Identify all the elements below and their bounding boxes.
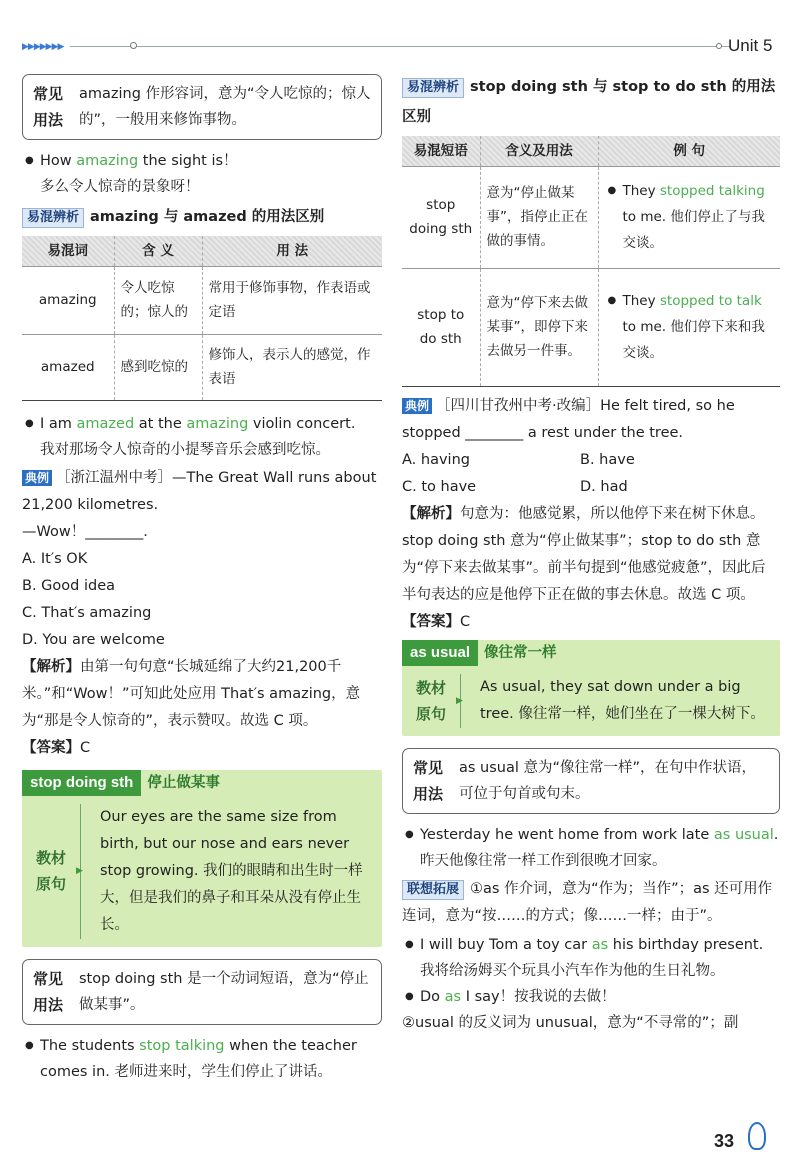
phrase-keyword: stop doing sth xyxy=(22,770,141,796)
table-header: 含义及用法 xyxy=(480,136,598,166)
usage-text: amazing 作形容词，意为“令人吃惊的；惊人的”，一般用来修饰事物。 xyxy=(79,86,371,128)
table-cell: 意为“停下来去做某事”，即停下来去做另一件事。 xyxy=(480,268,598,386)
tag-confusion: 易混辨析 xyxy=(402,78,464,98)
table-cell: stop to do sth xyxy=(402,268,480,386)
usage-label: 常见用法 xyxy=(413,758,444,803)
example-sentence xyxy=(402,822,780,874)
lightbulb-icon xyxy=(748,1122,766,1150)
answer-label: 【答案】 xyxy=(22,739,80,756)
table-cell: 常用于修饰事物，作表语或定语 xyxy=(202,266,382,334)
example-text: Yesterday he went home from work late xyxy=(420,826,714,843)
table-cell: 修饰人，表示人的感觉，作表语 xyxy=(202,334,382,400)
usage-text: stop doing sth 是一个动词短语，意为“停止做某事”。 xyxy=(79,970,369,1013)
unit-title: Unit 5 xyxy=(728,36,773,55)
question-stem: ［四川甘孜州中考·改编］He felt tired, so he stopped ________ a rest under the tree. xyxy=(402,397,735,441)
example-translation: 我对那场令人惊奇的小提琴音乐会感到吃惊。 xyxy=(40,441,330,458)
example-text: Do xyxy=(420,988,445,1005)
textbook-label: 教材原句 xyxy=(416,678,447,723)
table-cell: 感到吃惊的 xyxy=(114,334,202,400)
example-text: at the xyxy=(134,415,187,432)
table-header-row xyxy=(402,136,780,166)
table-cell: 意为“停止做某事”，指停止正在做的事情。 xyxy=(480,166,598,268)
example-text: They xyxy=(622,183,660,199)
table-cell xyxy=(598,166,780,268)
header-arrows: ▶▶▶▶▶▶▶ xyxy=(22,42,64,52)
analysis-label: 【解析】 xyxy=(402,505,460,522)
option-row xyxy=(402,474,780,501)
table-header: 例 句 xyxy=(598,136,780,166)
example-highlight: amazed xyxy=(76,415,135,432)
analysis xyxy=(22,654,382,735)
table-row xyxy=(22,334,382,400)
example-text: I am xyxy=(40,415,77,432)
answer-label: 【答案】 xyxy=(402,613,460,630)
table-cell: amazed xyxy=(22,334,114,400)
section-title: stop doing sth 与 stop to do sth 的用法区别 xyxy=(402,79,776,125)
analysis xyxy=(402,501,780,609)
table-header: 易混短语 xyxy=(402,136,480,166)
tag-confusion: 易混辨析 xyxy=(22,208,84,228)
example-text: How xyxy=(40,153,77,169)
question-stem-2: —Wow！________. xyxy=(22,523,148,540)
arrow-marker-icon xyxy=(80,804,94,939)
example-translation: 多么令人惊奇的景象呀！ xyxy=(40,179,200,195)
arrow-marker-icon xyxy=(460,674,474,728)
example-text: They xyxy=(622,293,660,309)
example-highlight: stopped talking xyxy=(659,183,765,199)
header-dot-left xyxy=(130,42,137,49)
example-translation: 我将给汤姆买个玩具小汽车作为他的生日礼物。 xyxy=(420,962,725,979)
analysis-text: 句意为：他感觉累，所以他停下来在树下休息。stop doing sth 意为“停止做某事”；stop to do sth 意为“停下来去做某事”。前半句提到“他感觉疲惫”，因此后半句表达的应是他停下正在做的事去休息。故选 C 项。 xyxy=(402,505,766,603)
textbook-sentence: Our eyes are the same size from birth, but our nose and ears never stop growing. 我们的眼睛和出生时一样大，但是我们的鼻子和耳朵从没有停止生长。 xyxy=(100,808,363,933)
table-cell: 令人吃惊的；惊人的 xyxy=(114,266,202,334)
table-header: 易混词 xyxy=(22,236,114,266)
question-block xyxy=(402,393,780,636)
example-highlight: as xyxy=(591,936,609,953)
answer-value: C xyxy=(460,613,471,630)
confusion-heading xyxy=(22,204,382,230)
option: A. It′s OK xyxy=(22,550,88,567)
example-text: to me. 他们停止了与我交谈。 xyxy=(622,209,765,251)
tag-example: 典例 xyxy=(22,470,52,486)
left-column xyxy=(22,70,382,1085)
table-header: 用 法 xyxy=(202,236,382,266)
example-text: I will buy Tom a toy car xyxy=(420,936,592,953)
tag-example: 典例 xyxy=(402,398,432,414)
question-block xyxy=(22,465,382,762)
option: B. have xyxy=(580,451,635,468)
usage-text: as usual 意为“像往常一样”，在句中作状语，可位于句首或句末。 xyxy=(459,759,757,802)
comparison-table-amazing xyxy=(22,236,382,401)
phrase-card-stop-doing xyxy=(22,770,382,947)
header-rule xyxy=(70,46,730,47)
example-highlight: amazing xyxy=(186,415,249,432)
usage-box-as-usual xyxy=(402,748,780,814)
usage-label: 常见用法 xyxy=(33,969,64,1014)
analysis-label: 【解析】 xyxy=(22,658,80,675)
option: A. having xyxy=(402,451,470,468)
table-row xyxy=(402,268,780,386)
note-text: ②usual 的反义词为 unusual，意为“不寻常的”；副 xyxy=(402,1014,739,1031)
usage-box-stop-doing xyxy=(22,959,382,1025)
option-row xyxy=(402,447,780,474)
option: C. to have xyxy=(402,478,477,495)
comparison-table-stop xyxy=(402,136,780,387)
table-header-row xyxy=(22,236,382,266)
answer xyxy=(402,609,780,636)
answer-value: C xyxy=(80,739,91,756)
example-sentence xyxy=(22,411,382,463)
phrase-meaning: 像往常一样 xyxy=(484,644,557,661)
table-cell: stop doing sth xyxy=(402,166,480,268)
example-highlight: stop talking xyxy=(139,1037,225,1054)
analysis-text: 由第一句句意“长城延绵了大约21,200千米。”和“Wow！”可知此处应用 That′s amazing，意为“那是令人惊奇的”，表示赞叹。故选 C 项。 xyxy=(22,658,361,729)
phrase-keyword: as usual xyxy=(402,640,478,666)
example-sentence xyxy=(22,148,382,200)
example-text: I say！按我说的去做！ xyxy=(461,988,616,1005)
example-sentence xyxy=(402,932,780,984)
table-cell xyxy=(598,268,780,386)
example-text: when the teacher comes in. 老师进来时，学生们停止了讲话。 xyxy=(40,1037,357,1080)
phrase-card-as-usual xyxy=(402,640,780,736)
section-title: amazing 与 amazed 的用法区别 xyxy=(90,209,325,225)
option: C. That′s amazing xyxy=(22,604,152,621)
right-column xyxy=(402,70,780,1037)
question-stem: ［浙江温州中考］—The Great Wall runs about 21,200 kilometres. xyxy=(22,469,377,513)
extension-text: ①as 作介词，意为“作为；当作”；as 还可用作连词，意为“按……的方式；像……一样；由于”。 xyxy=(402,880,773,924)
example-text: The students xyxy=(40,1037,140,1054)
example-text: . 昨天他像往常一样工作到很晚才回家。 xyxy=(420,826,779,869)
textbook-sentence: As usual, they sat down under a big tree. 像往常一样，她们坐在了一棵大树下。 xyxy=(480,678,765,722)
example-text: his birthday present. xyxy=(608,936,764,953)
confusion-heading xyxy=(402,72,780,132)
extension-block xyxy=(402,876,780,930)
option: D. You are welcome xyxy=(22,631,165,648)
table-cell: amazing xyxy=(22,266,114,334)
example-highlight: amazing xyxy=(76,153,139,169)
tag-extension: 联想拓展 xyxy=(402,880,464,900)
example-text: to me. 他们停下来和我交谈。 xyxy=(622,319,765,361)
table-header: 含 义 xyxy=(114,236,202,266)
example-sentence xyxy=(22,1033,382,1085)
usage-label: 常见用法 xyxy=(33,85,64,129)
example-text: violin concert. xyxy=(248,415,356,432)
textbook-label: 教材原句 xyxy=(36,849,67,893)
option: D. had xyxy=(580,478,628,495)
option: B. Good idea xyxy=(22,577,115,594)
example-highlight: stopped to talk xyxy=(659,293,762,309)
usage-box-amazing xyxy=(22,74,382,140)
page-number: 33 xyxy=(714,1131,735,1151)
example-highlight: as usual xyxy=(713,826,774,843)
table-row xyxy=(402,166,780,268)
answer xyxy=(22,735,382,762)
header-dot-right xyxy=(716,43,722,49)
example-text: the sight is！ xyxy=(138,153,238,169)
phrase-meaning: 停止做某事 xyxy=(147,774,220,791)
example-highlight: as xyxy=(444,988,462,1005)
example-sentence xyxy=(402,984,780,1010)
table-row xyxy=(22,266,382,334)
